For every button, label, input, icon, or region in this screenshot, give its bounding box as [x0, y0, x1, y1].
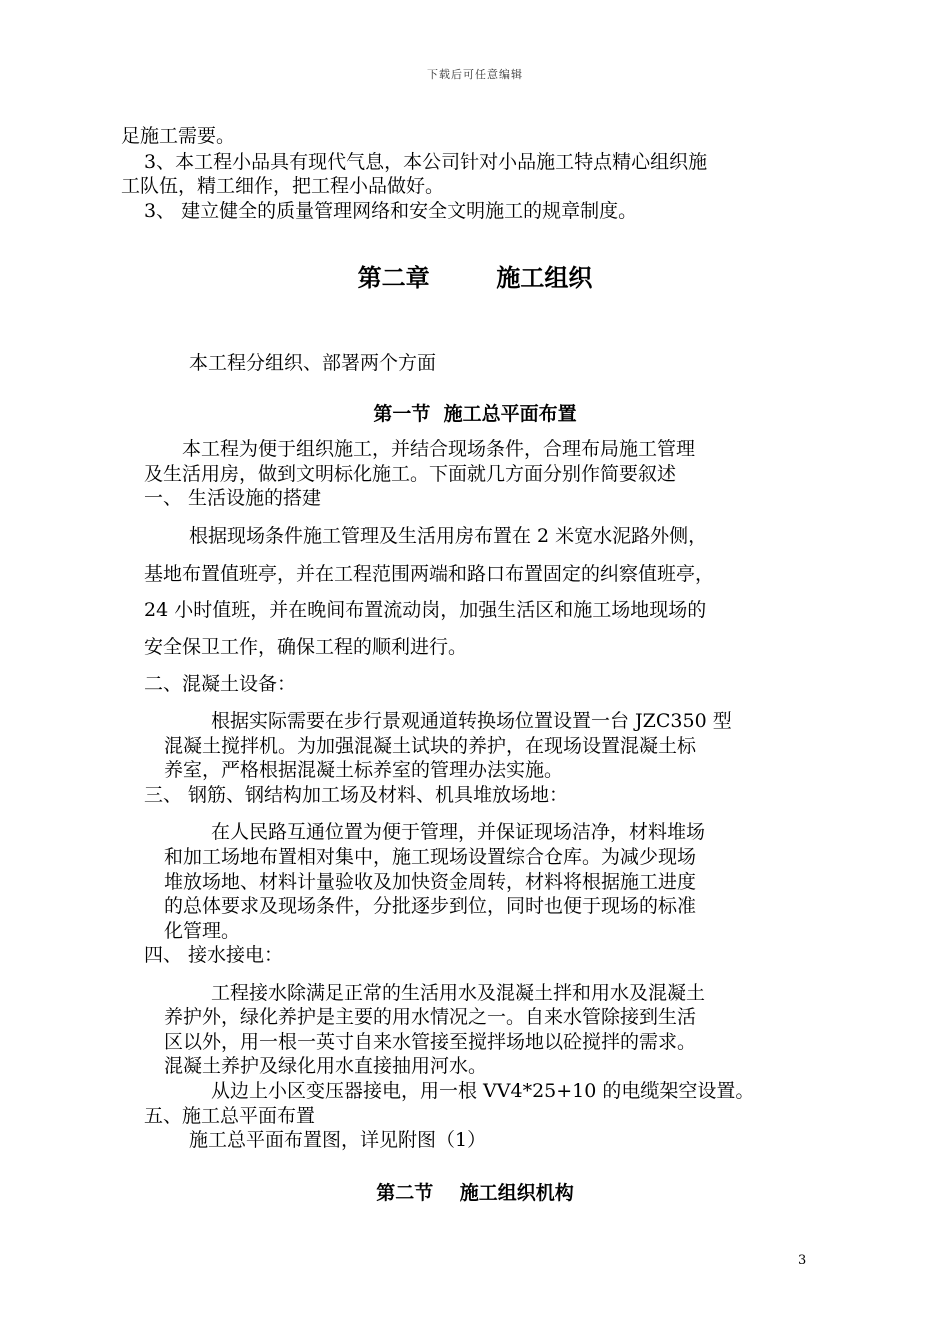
item-heading: 二、混凝土设备：	[144, 673, 297, 695]
text-line: 本工程为便于组织施工，并结合现场条件，合理布局施工管理	[182, 438, 696, 460]
text-line: 根据实际需要在步行景观通道转换场位置设置一台 JZC350 型	[211, 710, 732, 732]
text-line: 混凝土搅拌机。为加强混凝土试块的养护，在现场设置混凝土标	[164, 735, 697, 757]
text-line: 24 小时值班，并在晚间布置流动岗，加强生活区和施工场地现场的	[144, 599, 707, 621]
text-line: 3、本工程小品具有现代气息，本公司针对小品施工特点精心组织施	[144, 151, 708, 173]
text-line: 工程接水除满足正常的生活用水及混凝土拌和用水及混凝土	[211, 982, 706, 1004]
text-line: 工队伍，精工细作，把工程小品做好。	[121, 175, 445, 197]
section-title: 第一节 施工总平面布置	[373, 403, 577, 425]
text-line: 堆放场地、材料计量验收及加快资金周转，材料将根据施工进度	[164, 871, 697, 893]
text-line: 养室，严格根据混凝土标养室的管理办法实施。	[164, 759, 564, 781]
item-heading: 五、施工总平面布置	[144, 1105, 316, 1127]
page-number: 3	[798, 1253, 807, 1268]
text-line: 安全保卫工作，确保工程的顺利进行。	[144, 636, 468, 658]
text-line: 3、 建立健全的质量管理网络和安全文明施工的规章制度。	[144, 200, 638, 222]
text-line: 施工总平面布置图，详见附图（1）	[189, 1129, 487, 1151]
text-line: 和加工场地布置相对集中，施工现场设置综合仓库。为减少现场	[164, 846, 697, 868]
page-header-note: 下载后可任意编辑	[427, 68, 523, 81]
section-title: 第二节 施工组织机构	[376, 1182, 574, 1204]
text-line: 及生活用房，做到文明标化施工。下面就几方面分别作简要叙述	[144, 463, 677, 485]
item-heading: 四、 接水接电：	[144, 944, 284, 966]
text-line: 化管理。	[164, 920, 241, 942]
text-line: 在人民路互通位置为便于管理，并保证现场洁净，材料堆场	[211, 821, 706, 843]
text-line: 的总体要求及现场条件，分批逐步到位，同时也便于现场的标准	[164, 895, 697, 917]
item-heading: 一、 生活设施的搭建	[144, 487, 322, 509]
text-line: 从边上小区变压器接电，用一根 VV4*25+10 的电缆架空设置。	[211, 1080, 755, 1102]
chapter-title: 第二章 施工组织	[357, 263, 593, 292]
text-line: 基地布置值班亭，并在工程范围两端和路口布置固定的纠察值班亭，	[144, 563, 715, 585]
intro-text: 本工程分组织、部署两个方面	[189, 352, 437, 374]
text-line: 区以外，用一根一英寸自来水管接至搅拌场地以砼搅拌的需求。	[164, 1031, 697, 1053]
text-line: 养护外，绿化养护是主要的用水情况之一。自来水管除接到生活	[164, 1006, 697, 1028]
text-line: 足施工需要。	[121, 125, 236, 147]
text-line: 混凝土养护及绿化用水直接抽用河水。	[164, 1055, 488, 1077]
item-heading: 三、 钢筋、钢结构加工场及材料、机具堆放场地：	[144, 784, 569, 806]
text-line: 根据现场条件施工管理及生活用房布置在 2 米宽水泥路外侧，	[189, 525, 708, 547]
